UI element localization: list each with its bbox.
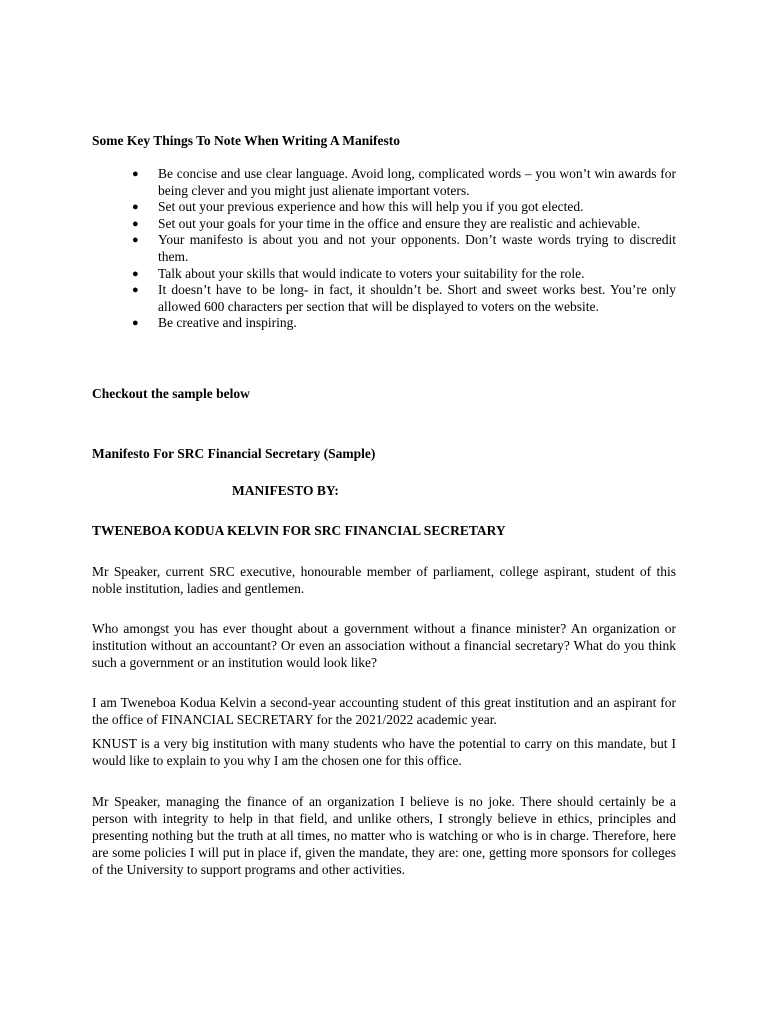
manifesto-by-heading: MANIFESTO BY: [232,483,339,498]
list-item-text: It doesn’t have to be long- in fact, it shouldn’t be. Short and sweet works best. You’re only allowed 600 characters per section that will be displayed to voters on the website. [158,282,676,314]
candidate-heading: TWENEBOA KODUA KELVIN FOR SRC FINANCIAL SECRETARY [92,523,506,538]
list-item-text: Set out your goals for your time in the office and ensure they are realistic and achievable. [158,215,641,231]
paragraph-question: Who amongst you has ever thought about a government without a finance minister? An organization or institution without an accountant? Or even an association without a financial secretary? What do you think such a government or an institution would look like? [92,621,676,670]
section-title: Some Key Things To Note When Writing A Manifesto [92,133,401,148]
bullet-icon: ● [132,168,139,180]
tips-list [92,166,676,332]
paragraph-greeting: Mr Speaker, current SRC executive, honourable member of parliament, college aspirant, student of this noble institution, ladies and gentlemen. [92,564,676,596]
list-item [92,315,676,332]
list-item [92,232,676,265]
list-item-text: Be creative and inspiring. [158,315,297,331]
list-item [92,216,676,233]
list-item-text: Be concise and use clear language. Avoid long, complicated words – you won’t win awards for being clever and you might just alienate important voters. [158,166,676,198]
list-item [92,266,676,283]
bullet-icon: ● [132,234,139,247]
bullet-icon: ● [132,217,139,230]
paragraph-knust: KNUST is a very big institution with many students who have the potential to carry on this mandate, but I would like to explain to you why I am the chosen one for this office. [92,736,676,768]
list-item [92,199,676,216]
paragraph-introduction: I am Tweneboa Kodua Kelvin a second-year accounting student of this great institution and an aspirant for the office of FINANCIAL SECRETARY for the 2021/2022 academic year. [92,695,676,727]
bullet-icon: ● [132,267,139,280]
list-item-text: Your manifesto is about you and not your opponents. Don’t waste words trying to discredit them. [158,232,676,264]
paragraph-policies: Mr Speaker, managing the finance of an organization I believe is no joke. There should certainly be a person with integrity to help in that field, and unlike others, I strongly believe in ethics, principles and presenting nothing but the truth at all times, no matter who is watching or who is in charge. Therefore, here are some policies I will put in place if, given the mandate, they are: one, getting more sponsors for colleges of the University to support programs and other activities. [92,794,676,877]
bullet-icon: ● [132,201,139,214]
list-item [92,282,676,315]
list-item-text: Talk about your skills that would indicate to voters your suitability for the role. [158,265,585,281]
bullet-icon: ● [132,317,139,330]
bullet-icon: ● [132,284,139,297]
list-item [92,166,676,199]
list-item-text: Set out your previous experience and how this will help you if you got elected. [158,199,584,215]
sample-title: Manifesto For SRC Financial Secretary (Sample) [92,446,376,461]
checkout-heading: Checkout the sample below [92,386,250,401]
